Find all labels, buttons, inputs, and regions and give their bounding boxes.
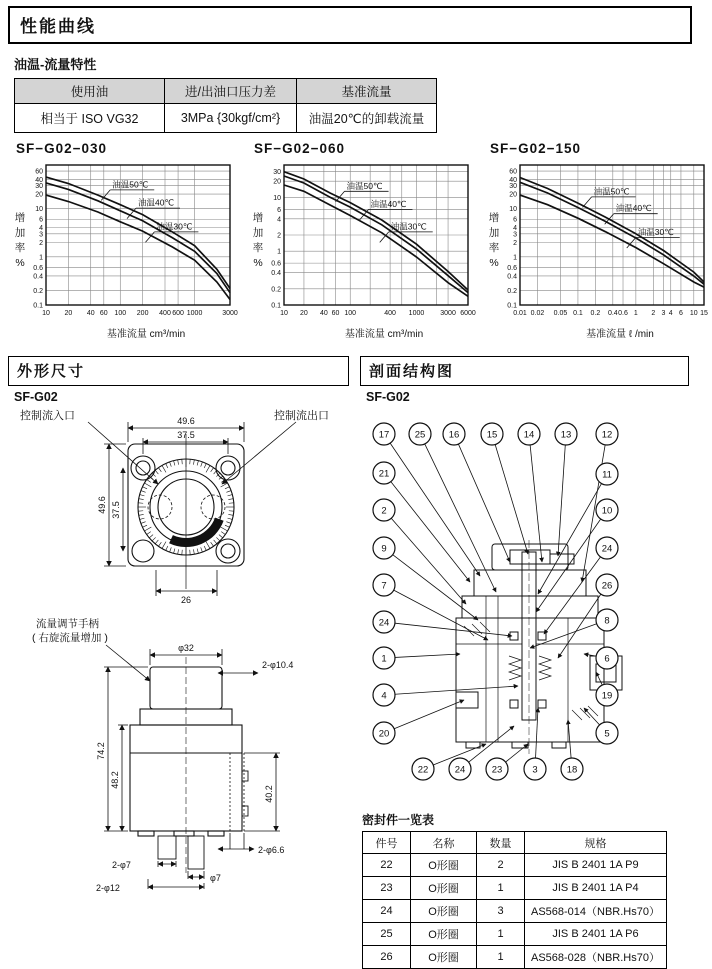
page-title: 性能曲线 bbox=[8, 6, 692, 44]
seal-cell: 26 bbox=[363, 946, 411, 969]
svg-text:0.01: 0.01 bbox=[513, 310, 527, 317]
svg-text:30: 30 bbox=[273, 169, 281, 176]
seal-cell: O形圈 bbox=[411, 946, 477, 969]
table-row bbox=[363, 946, 667, 969]
performance-chart-150 bbox=[480, 139, 712, 348]
svg-text:0.4: 0.4 bbox=[507, 273, 517, 280]
svg-text:0.4: 0.4 bbox=[33, 273, 43, 280]
svg-text:60: 60 bbox=[35, 169, 43, 176]
svg-text:40: 40 bbox=[87, 310, 95, 317]
svg-text:20: 20 bbox=[379, 729, 390, 740]
svg-text:率: 率 bbox=[253, 241, 264, 254]
svg-text:24: 24 bbox=[379, 618, 390, 629]
svg-text:10: 10 bbox=[273, 195, 281, 202]
svg-text:13: 13 bbox=[561, 430, 572, 441]
seal-header: 数量 bbox=[477, 832, 525, 854]
svg-text:21: 21 bbox=[379, 469, 390, 480]
svg-text:20: 20 bbox=[300, 310, 308, 317]
svg-text:油温50℃: 油温50℃ bbox=[347, 181, 383, 191]
seal-cell: 23 bbox=[363, 877, 411, 900]
dim-height-inner: 37.5 bbox=[111, 501, 121, 519]
balloon-callouts bbox=[373, 423, 618, 780]
svg-text:2: 2 bbox=[381, 506, 386, 517]
svg-text:2: 2 bbox=[39, 240, 43, 247]
svg-text:0.6: 0.6 bbox=[271, 261, 281, 268]
seal-cell: 1 bbox=[477, 946, 525, 969]
handle-label-line1: 流量调节手柄 bbox=[36, 617, 99, 630]
oil-spec-table bbox=[14, 78, 437, 133]
seal-cell: O形圈 bbox=[411, 877, 477, 900]
svg-text:0.2: 0.2 bbox=[271, 286, 281, 293]
svg-text:增: 增 bbox=[253, 211, 264, 224]
model-label: SF-G02 bbox=[14, 390, 356, 404]
seal-cell: 3 bbox=[477, 900, 525, 923]
svg-text:20: 20 bbox=[35, 192, 43, 199]
svg-text:0.05: 0.05 bbox=[554, 310, 568, 317]
oil-table-cell: 相当于 ISO VG32 bbox=[15, 104, 165, 133]
svg-text:9: 9 bbox=[381, 544, 386, 555]
svg-text:1000: 1000 bbox=[187, 310, 203, 317]
svg-text:0.2: 0.2 bbox=[591, 310, 601, 317]
subsection-title: 油温-流量特性 bbox=[14, 54, 700, 73]
svg-text:基准流量 ℓ /min: 基准流量 ℓ /min bbox=[586, 327, 654, 340]
svg-text:6: 6 bbox=[679, 310, 683, 317]
svg-text:4: 4 bbox=[669, 310, 673, 317]
svg-text:3000: 3000 bbox=[222, 310, 238, 317]
svg-text:0.6: 0.6 bbox=[618, 310, 628, 317]
svg-text:10: 10 bbox=[690, 310, 698, 317]
svg-text:油温50℃: 油温50℃ bbox=[594, 186, 630, 196]
svg-text:0.2: 0.2 bbox=[507, 288, 517, 295]
table-row bbox=[363, 900, 667, 923]
inlet-label: 控制流入口 bbox=[20, 408, 75, 422]
svg-text:3000: 3000 bbox=[440, 310, 456, 317]
svg-text:0.02: 0.02 bbox=[531, 310, 545, 317]
section-title-structure: 剖面结构图 bbox=[360, 356, 689, 386]
svg-text:0.6: 0.6 bbox=[33, 265, 43, 272]
seal-cell: O形圈 bbox=[411, 900, 477, 923]
cross-section-section bbox=[356, 356, 696, 969]
dim-holes-bottom: 2-φ6.6 bbox=[258, 845, 284, 855]
seal-cell: 24 bbox=[363, 900, 411, 923]
svg-text:10: 10 bbox=[42, 310, 50, 317]
svg-text:10: 10 bbox=[602, 506, 613, 517]
svg-text:20: 20 bbox=[64, 310, 72, 317]
dim-holes-top: 2-φ10.4 bbox=[262, 660, 293, 670]
dim-bottom: 26 bbox=[181, 595, 191, 605]
seal-parts-table bbox=[362, 831, 667, 969]
dim-pin1: 2-φ7 bbox=[112, 860, 131, 870]
chart-plot bbox=[480, 157, 712, 348]
table-row bbox=[363, 923, 667, 946]
svg-text:%: % bbox=[489, 257, 498, 269]
svg-text:油温40℃: 油温40℃ bbox=[616, 203, 652, 213]
svg-text:1: 1 bbox=[381, 654, 386, 665]
chart-plot bbox=[244, 157, 476, 348]
seal-header: 件号 bbox=[363, 832, 411, 854]
seal-header: 规格 bbox=[525, 832, 667, 854]
dim-width: 49.6 bbox=[177, 416, 195, 426]
svg-text:2: 2 bbox=[277, 233, 281, 240]
svg-text:5: 5 bbox=[604, 729, 609, 740]
svg-text:油温30℃: 油温30℃ bbox=[156, 221, 192, 231]
svg-text:6000: 6000 bbox=[460, 310, 476, 317]
performance-chart-060 bbox=[244, 139, 476, 348]
svg-text:60: 60 bbox=[332, 310, 340, 317]
svg-text:加: 加 bbox=[15, 226, 26, 239]
svg-text:400: 400 bbox=[159, 310, 171, 317]
svg-text:率: 率 bbox=[489, 241, 500, 254]
svg-text:2: 2 bbox=[513, 240, 517, 247]
svg-text:6: 6 bbox=[604, 654, 609, 665]
svg-text:3: 3 bbox=[662, 310, 666, 317]
side-view-drawing bbox=[8, 611, 354, 911]
svg-text:60: 60 bbox=[100, 310, 108, 317]
svg-text:加: 加 bbox=[253, 226, 264, 239]
svg-text:100: 100 bbox=[114, 310, 126, 317]
svg-text:400: 400 bbox=[384, 310, 396, 317]
seal-table-title: 密封件一览表 bbox=[362, 811, 696, 828]
svg-text:6: 6 bbox=[39, 217, 43, 224]
svg-text:0.1: 0.1 bbox=[33, 303, 43, 310]
svg-text:11: 11 bbox=[602, 470, 612, 481]
svg-text:30: 30 bbox=[35, 183, 43, 190]
dim-knob: φ32 bbox=[178, 643, 194, 653]
svg-text:12: 12 bbox=[602, 430, 613, 441]
svg-text:17: 17 bbox=[379, 430, 390, 441]
svg-text:0.4: 0.4 bbox=[608, 310, 618, 317]
performance-charts-row bbox=[6, 139, 700, 348]
dim-pin3: 2-φ12 bbox=[96, 883, 120, 893]
svg-text:22: 22 bbox=[418, 765, 429, 776]
svg-text:7: 7 bbox=[381, 581, 386, 592]
svg-text:油温50℃: 油温50℃ bbox=[112, 179, 148, 189]
seal-cell: JIS B 2401 1A P4 bbox=[525, 877, 667, 900]
svg-text:10: 10 bbox=[509, 206, 517, 213]
chart-title: SF−G02−030 bbox=[16, 141, 238, 156]
svg-text:15: 15 bbox=[700, 310, 708, 317]
svg-text:0.6: 0.6 bbox=[507, 265, 517, 272]
svg-text:2: 2 bbox=[651, 310, 655, 317]
svg-text:1: 1 bbox=[513, 254, 517, 261]
svg-text:油温40℃: 油温40℃ bbox=[370, 199, 406, 209]
svg-text:0.1: 0.1 bbox=[507, 303, 517, 310]
svg-text:40: 40 bbox=[509, 177, 517, 184]
svg-text:4: 4 bbox=[513, 225, 517, 232]
svg-text:100: 100 bbox=[344, 310, 356, 317]
seal-cell: AS568-028（NBR.Hs70） bbox=[525, 946, 667, 969]
svg-text:4: 4 bbox=[39, 225, 43, 232]
seal-cell: JIS B 2401 1A P6 bbox=[525, 923, 667, 946]
outline-dimension-section bbox=[0, 356, 356, 969]
performance-chart-030 bbox=[6, 139, 238, 348]
svg-text:200: 200 bbox=[137, 310, 149, 317]
svg-text:1: 1 bbox=[634, 310, 638, 317]
svg-text:10: 10 bbox=[280, 310, 288, 317]
cross-section-drawing bbox=[360, 404, 695, 804]
svg-text:1000: 1000 bbox=[409, 310, 425, 317]
svg-text:率: 率 bbox=[15, 241, 26, 254]
svg-text:19: 19 bbox=[602, 691, 613, 702]
dim-height: 49.6 bbox=[97, 496, 107, 514]
dim-width-inner: 37.5 bbox=[177, 430, 195, 440]
svg-text:10: 10 bbox=[35, 206, 43, 213]
dial-black-wedge bbox=[169, 518, 224, 547]
chart-plot bbox=[6, 157, 238, 348]
oil-table-cell: 油温20℃的卸载流量 bbox=[297, 104, 437, 133]
svg-text:20: 20 bbox=[509, 192, 517, 199]
chart-title: SF−G02−150 bbox=[490, 141, 712, 156]
dim-pin2: φ7 bbox=[210, 873, 221, 883]
svg-text:25: 25 bbox=[415, 430, 426, 441]
svg-text:6: 6 bbox=[277, 207, 281, 214]
svg-text:600: 600 bbox=[172, 310, 184, 317]
svg-text:23: 23 bbox=[492, 765, 503, 776]
svg-text:4: 4 bbox=[381, 691, 386, 702]
svg-text:20: 20 bbox=[273, 179, 281, 186]
svg-text:增: 增 bbox=[489, 211, 500, 224]
dim-right-height: 40.2 bbox=[264, 785, 274, 803]
svg-text:26: 26 bbox=[602, 581, 613, 592]
handle-label-line2: ( 右旋流量增加 ) bbox=[32, 631, 108, 644]
svg-text:4: 4 bbox=[277, 216, 281, 223]
svg-text:3: 3 bbox=[513, 231, 517, 238]
svg-text:40: 40 bbox=[35, 177, 43, 184]
top-view-drawing bbox=[8, 404, 354, 606]
svg-text:基准流量 cm³/min: 基准流量 cm³/min bbox=[345, 327, 423, 340]
seal-cell: O形圈 bbox=[411, 923, 477, 946]
seal-cell: 1 bbox=[477, 877, 525, 900]
oil-table-header: 进/出油口压力差 bbox=[165, 79, 297, 104]
table-row bbox=[363, 854, 667, 877]
svg-text:6: 6 bbox=[513, 217, 517, 224]
svg-text:3: 3 bbox=[39, 231, 43, 238]
seal-cell: JIS B 2401 1A P9 bbox=[525, 854, 667, 877]
seal-cell: O形圈 bbox=[411, 854, 477, 877]
svg-text:%: % bbox=[253, 257, 262, 269]
svg-text:油温30℃: 油温30℃ bbox=[391, 221, 427, 231]
table-row bbox=[363, 877, 667, 900]
svg-text:0.1: 0.1 bbox=[573, 310, 583, 317]
svg-text:0.2: 0.2 bbox=[33, 288, 43, 295]
svg-text:8: 8 bbox=[604, 616, 609, 627]
seal-cell: AS568-014（NBR.Hs70） bbox=[525, 900, 667, 923]
svg-text:油温30℃: 油温30℃ bbox=[638, 227, 674, 237]
svg-text:3: 3 bbox=[532, 765, 537, 776]
svg-text:40: 40 bbox=[320, 310, 328, 317]
oil-table-header: 基准流量 bbox=[297, 79, 437, 104]
seal-cell: 1 bbox=[477, 923, 525, 946]
svg-text:60: 60 bbox=[509, 169, 517, 176]
svg-text:加: 加 bbox=[489, 226, 500, 239]
svg-text:增: 增 bbox=[15, 211, 26, 224]
section-title-outline: 外形尺寸 bbox=[8, 356, 349, 386]
svg-text:0.4: 0.4 bbox=[271, 270, 281, 277]
seal-header: 名称 bbox=[411, 832, 477, 854]
chart-title: SF−G02−060 bbox=[254, 141, 476, 156]
svg-text:14: 14 bbox=[524, 430, 535, 441]
svg-text:0.1: 0.1 bbox=[271, 303, 281, 310]
svg-text:1: 1 bbox=[39, 254, 43, 261]
svg-text:16: 16 bbox=[449, 430, 460, 441]
dim-body-height: 48.2 bbox=[110, 771, 120, 789]
svg-text:1: 1 bbox=[277, 249, 281, 256]
dim-total-height: 74.2 bbox=[96, 742, 106, 760]
seal-cell: 25 bbox=[363, 923, 411, 946]
svg-text:18: 18 bbox=[567, 765, 578, 776]
oil-table-header: 使用油 bbox=[15, 79, 165, 104]
seal-cell: 2 bbox=[477, 854, 525, 877]
svg-text:%: % bbox=[15, 257, 24, 269]
oil-table-cell: 3MPa {30kgf/cm²} bbox=[165, 104, 297, 133]
outlet-label: 控制流出口 bbox=[274, 408, 329, 422]
seal-parts-block bbox=[360, 811, 696, 969]
svg-text:基准流量 cm³/min: 基准流量 cm³/min bbox=[107, 327, 185, 340]
svg-text:24: 24 bbox=[602, 544, 613, 555]
svg-text:油温40℃: 油温40℃ bbox=[138, 198, 174, 208]
svg-text:15: 15 bbox=[487, 430, 498, 441]
svg-text:24: 24 bbox=[455, 765, 466, 776]
model-label: SF-G02 bbox=[366, 390, 696, 404]
seal-cell: 22 bbox=[363, 854, 411, 877]
svg-text:30: 30 bbox=[509, 183, 517, 190]
